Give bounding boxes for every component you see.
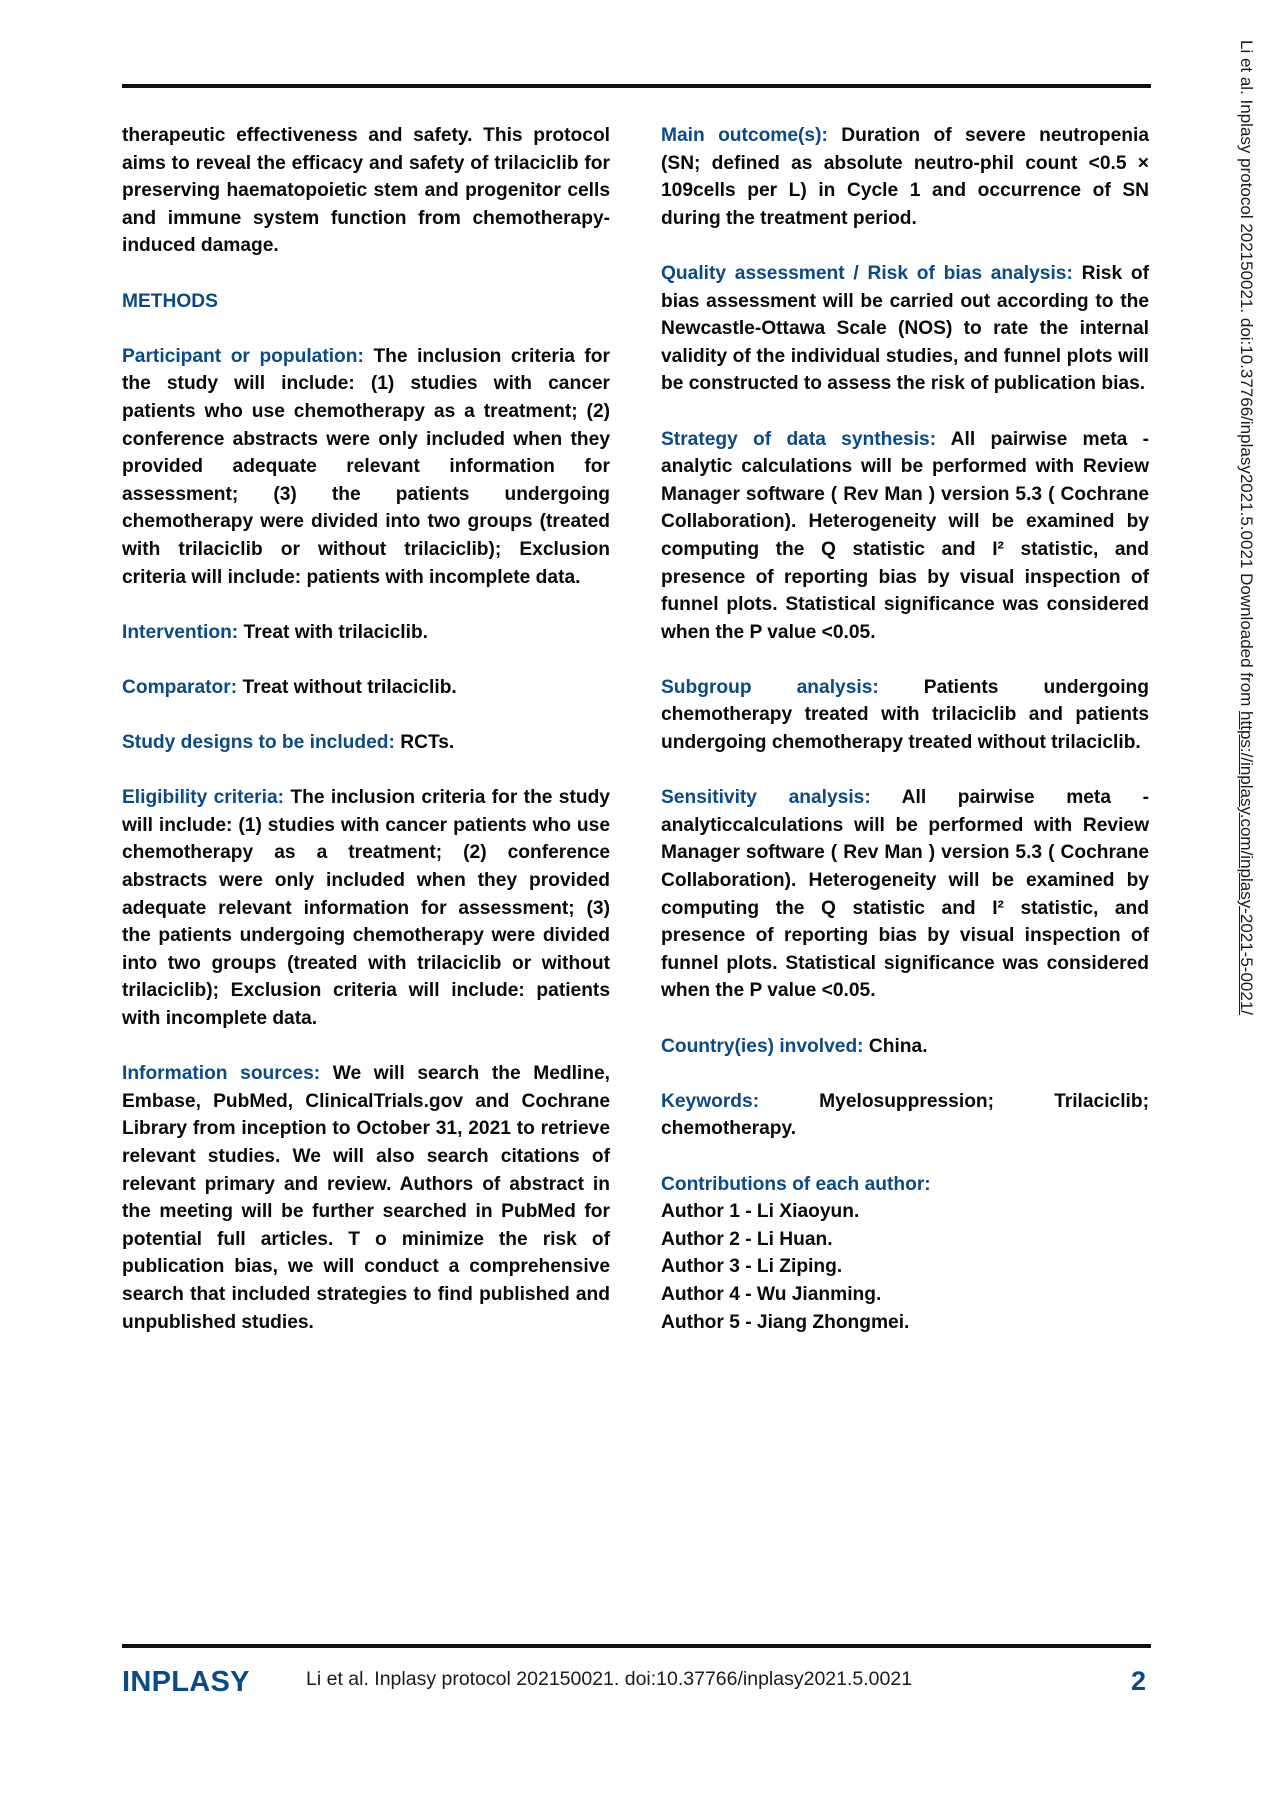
- section-text: All pairwise meta - analyticcalculations will be performed with Review Manager software ( Rev Man ) version 5.3 ( Cochrane Collaboration). Heterogeneity will be examined by computing the Q statistic and I² statistic, and presence of reporting bias by visual inspection of funnel plots. Statistical significance was considered when the P value <0.05.: [661, 787, 1149, 1002]
- side-citation-text: Li et al. Inplasy protocol 202150021. doi:10.37766/inplasy2021.5.0021 Downloaded from: [1237, 40, 1256, 712]
- section-study-designs: [122, 729, 610, 757]
- section-keywords: [661, 1088, 1149, 1143]
- section-subgroup-analysis: [661, 674, 1149, 757]
- section-label: Comparator:: [122, 676, 238, 698]
- methods-heading: METHODS: [122, 290, 218, 312]
- section-sensitivity-analysis: [661, 784, 1149, 1005]
- footer-rule: [122, 1644, 1151, 1648]
- header-rule: [122, 84, 1151, 88]
- section-text: Risk of bias assessment will be carried out according to the Newcastle-Ottawa Scale (NOS) to rate the internal validity of the individual studies, and funnel plots will be constructed to assess the risk of publication bias.: [661, 262, 1149, 395]
- section-label: Intervention:: [122, 621, 239, 643]
- page-number: 2: [1131, 1666, 1147, 1696]
- section-quality-assessment: [661, 260, 1149, 398]
- section-label: Study designs to be included:: [122, 732, 395, 754]
- author-item: Author 1 - Li Xiaoyun.: [661, 1201, 860, 1223]
- section-text: Patients undergoing chemotherapy treated with trilaciclib and patients undergoing chemotherapy treated without trilaciclib.: [661, 676, 1149, 754]
- section-label: Eligibility criteria:: [122, 787, 285, 809]
- section-text: All pairwise meta - analytic calculations will be performed with Review Manager software ( Rev Man ) version 5.3 ( Cochrane Collaboration). Heterogeneity will be examined by computing the Q statistic and I² statistic, and presence of reporting bias by visual inspection of funnel plots. Statistical significance was considered when the P value <0.05.: [661, 428, 1149, 643]
- section-text: Treat with trilaciclib.: [238, 621, 428, 643]
- section-text: The inclusion criteria for the study will include: (1) studies with cancer patients who use chemotherapy as a treatment; (2) conference abstracts were only included when they provided adequate relevant information for assessment; (3) the patients undergoing chemotherapy were divided into two groups (treated with trilaciclib or without trilaciclib); Exclusion criteria will include: patients with incomplete data.: [122, 345, 610, 588]
- section-label: Subgroup analysis:: [661, 676, 879, 698]
- section-comparator: [122, 674, 610, 702]
- right-column: [661, 122, 1149, 1364]
- section-text: China.: [863, 1035, 928, 1057]
- contributions-label: Contributions of each author:: [661, 1173, 931, 1195]
- download-link[interactable]: https://inplasy.com/inplasy-2021-5-0021/: [1237, 711, 1256, 1016]
- section-label: Keywords:: [661, 1090, 760, 1112]
- intro-text: therapeutic effectiveness and safety. This protocol aims to reveal the efficacy and safety of trilaciclib for preserving haematopoietic stem and progenitor cells and immune system function from chemotherapy-induced damage.: [122, 125, 610, 257]
- left-column: [122, 122, 610, 1364]
- section-label: Strategy of data synthesis:: [661, 428, 937, 450]
- section-text: The inclusion criteria for the study will include: (1) studies with cancer patients who use chemotherapy as a treatment; (2) conference abstracts were only included when they provided adequate relevant information for assessment; (3) the patients undergoing chemotherapy were divided into two groups (treated with trilaciclib or without trilaciclib); Exclusion criteria will include: patients with incomplete data.: [122, 787, 610, 1029]
- section-label: Sensitivity analysis:: [661, 787, 871, 809]
- section-label: Country(ies) involved:: [661, 1035, 864, 1057]
- section-label: Main outcome(s):: [661, 125, 828, 146]
- section-text: We will search the Medline, Embase, PubMed, ClinicalTrials.gov and Cochrane Library from inception to October 31, 2021 to retrieve relevant studies. We will also search citations of relevant primary and review. Authors of abstract in the meeting will be further searched in PubMed for potential full articles. T o minimize the risk of publication bias, we will conduct a comprehensive search that included strategies to find published and unpublished studies.: [122, 1063, 610, 1333]
- section-intervention: [122, 619, 610, 647]
- section-information-sources: [122, 1060, 610, 1336]
- section-text: RCTs.: [394, 732, 455, 754]
- section-text: Myelosuppression; Trilaciclib; chemotherapy.: [661, 1090, 1149, 1140]
- footer-citation: Li et al. Inplasy protocol 202150021. doi:10.37766/inplasy2021.5.0021: [306, 1668, 913, 1690]
- section-label: Quality assessment / Risk of bias analysis:: [661, 262, 1073, 284]
- section-main-outcomes: [661, 122, 1149, 232]
- author-item: Author 4 - Wu Jianming.: [661, 1283, 882, 1305]
- section-participant: [122, 343, 610, 591]
- section-eligibility: [122, 784, 610, 1032]
- section-label: Information sources:: [122, 1063, 321, 1085]
- section-contributions: [661, 1171, 1149, 1337]
- author-item: Author 2 - Li Huan.: [661, 1228, 833, 1250]
- author-item: Author 3 - Li Ziping.: [661, 1256, 843, 1278]
- section-text: Duration of severe neutropenia (SN; defined as absolute neutro-phil count <0.5 × 109cells per L) in Cycle 1 and occurrence of SN during the treatment period.: [661, 125, 1149, 229]
- section-label: Participant or population:: [122, 345, 364, 367]
- inplasy-logo: INPLASY: [122, 1666, 250, 1698]
- author-item: Author 5 - Jiang Zhongmei.: [661, 1311, 910, 1333]
- section-data-synthesis: [661, 426, 1149, 647]
- side-download-note: [1236, 40, 1256, 1015]
- section-countries: [661, 1033, 1149, 1061]
- intro-paragraph: [122, 122, 610, 260]
- section-text: Treat without trilaciclib.: [237, 676, 457, 698]
